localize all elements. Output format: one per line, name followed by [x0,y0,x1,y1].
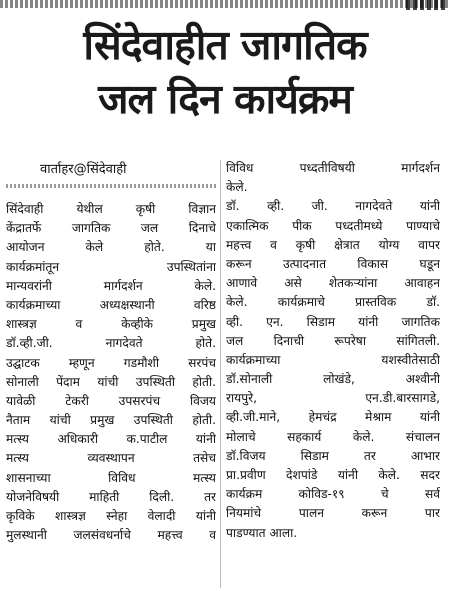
article-body-left-column [6,200,216,545]
body-text-line: रायपुरे, एन.डी.बारसागडे, [226,391,440,406]
body-text-line: योजनेविषयी माहिती दिली. तर [6,489,216,504]
body-text-line: कार्यक्रमांतून उपस्थितांना [6,259,216,274]
body-text-line: मोलाचे सहकार्य केले. संचालन [226,429,440,444]
body-text-line: जल दिनाची रूपरेषा सांगितली. [226,333,440,348]
body-text-line: केंद्रातर्फे जागतिक जल दिनाचे [6,221,216,236]
byline: वार्ताहर@सिंदेवाही [40,162,127,177]
body-text-line: डॉ.व्ही.जी. नागदेवते होते. [6,336,216,351]
body-text-line: नैताम यांची प्रमुख उपस्थिती होती. [6,413,216,428]
body-text-line: सोनाली पेंदाम यांची उपस्थिती होती. [6,374,216,389]
body-text-line: मान्यवरांनी मार्गदर्शन केले. [6,278,216,293]
corner-marks [406,0,446,10]
body-text-line: सिंदेवाही येथील कृषी विज्ञान [6,202,216,216]
body-text-line: मुलस्थानी जलसंवधर्नाचे महत्त्व व [6,528,216,543]
body-text-line: डॉ.विजय सिडाम तर आभार [226,448,440,463]
body-text-line: नियमांचे पालन करून पार [226,506,440,521]
body-text-line: केले. कार्यक्रमाचे प्रास्तविक डॉ. [226,295,440,310]
top-border [0,0,450,8]
body-text-line: डॉ.सोनाली लोखंडे, अश्वीनी [226,372,440,387]
body-text-line: महत्त्व व कृषी क्षेत्रात योग्य वापर [226,237,440,252]
headline-line-2: जल दिन कार्यक्रम [98,75,352,123]
body-text-line: पाडण्यात आला. [226,525,298,540]
headline [0,18,450,126]
body-text-line: शास्त्रज्ञ व केव्हीके प्रमुख [6,317,216,332]
body-text-line: व्ही.जी.माने, हेमचंद्र मेश्राम यांनी [226,410,440,425]
article-body-right-column [226,159,440,543]
body-text-line: प्रा.प्रवीण देशपांडे यांनी केले. सदर [226,468,440,482]
body-text-line: डॉ. व्ही. जी. नागदेवते यांनी [226,199,440,214]
body-text-line: मत्स्य अधिकारी क.पाटील यांनी [6,432,216,447]
body-text-line: विविध पध्दतीविषयी मार्गदर्शन [226,161,440,175]
body-text-line: कार्यक्रमाच्या यशस्वीतेसाठी [226,352,440,367]
body-text-line: कार्यक्रमाच्या अध्यक्षस्थानी वरिष्ठ [6,297,216,312]
body-text-line: आयोजन केले होते. या [6,240,216,255]
body-text-line: कृविके शास्त्रज्ञ स्नेहा वेलादी यांनी [6,509,216,523]
body-text-line: आणावे असे शेतकऱ्यांना आवाहन [226,276,440,291]
body-text-line: उद्घाटक म्हणून गडमौशी सरपंच [6,355,216,370]
body-text-line: कार्यक्रम कोविड-१९ चे सर्व [226,487,440,502]
body-text-line: केले. [226,180,248,195]
body-text-line: शासनाच्या विविध मत्स्य [6,470,216,485]
body-text-line: एकात्मिक पीक पध्दतीमध्ये पाण्याचे [226,218,440,233]
byline-divider [6,184,216,188]
body-text-line: मत्स्य व्यवस्थापन तसेच [6,451,216,466]
body-text-line: यावेळी टेकरी उपसरपंच विजय [6,393,216,408]
body-text-line: करून उत्पादनात विकास घडून [226,256,440,271]
headline-line-1: सिंदेवाहीत जागतिक [83,21,367,69]
body-text-line: व्ही. एन. सिडाम यांनी जागतिक [226,314,440,329]
column-divider [220,160,221,588]
